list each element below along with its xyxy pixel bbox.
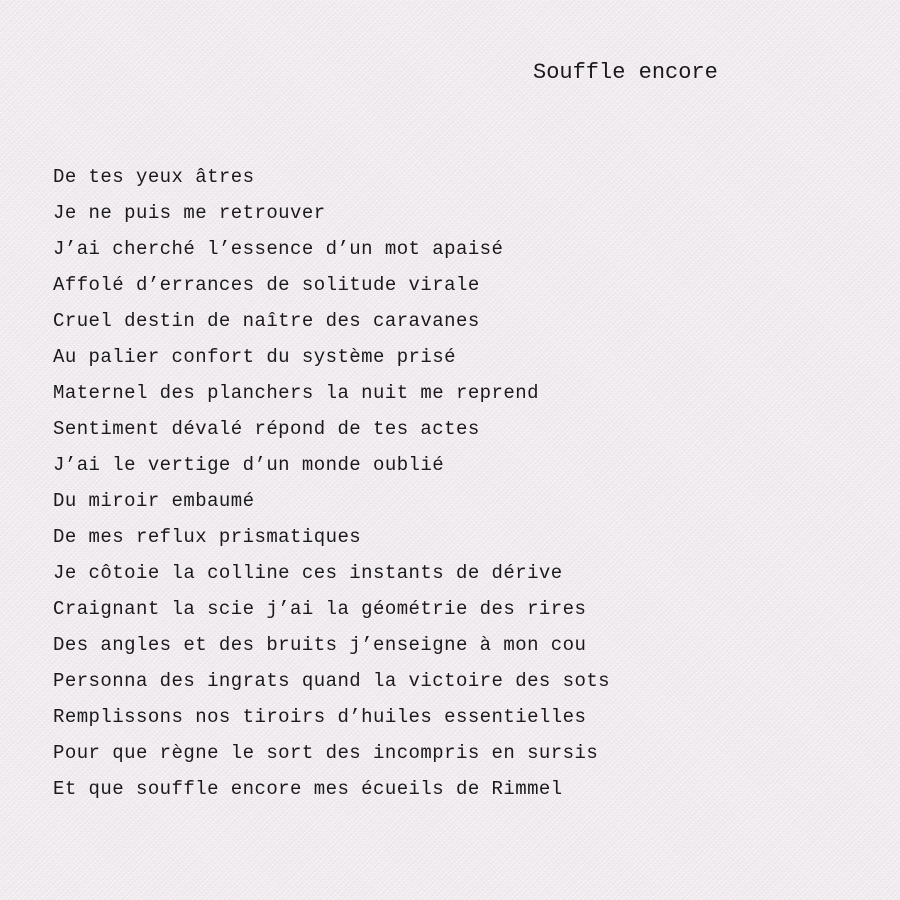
poem-line: De mes reflux prismatiques <box>53 526 362 548</box>
poem-line: Pour que règne le sort des incompris en sursis <box>53 742 599 764</box>
poem-line: Craignant la scie j’ai la géométrie des rires <box>53 598 587 620</box>
poem-line: Sentiment dévalé répond de tes actes <box>53 418 480 440</box>
poem-line: J’ai le vertige d’un monde oublié <box>53 454 445 476</box>
poem-line: Cruel destin de naître des caravanes <box>53 310 480 332</box>
poem-line: Maternel des planchers la nuit me reprend <box>53 382 539 404</box>
poem-line: Et que souffle encore mes écueils de Rimmel <box>53 778 563 800</box>
poem-line: Je ne puis me retrouver <box>53 202 326 224</box>
poem-line: Des angles et des bruits j’enseigne à mon cou <box>53 634 587 656</box>
poem-body <box>53 162 610 810</box>
poem-line: Au palier confort du système prisé <box>53 346 456 368</box>
poem-line: De tes yeux âtres <box>53 166 255 188</box>
poem-title: Souffle encore <box>533 60 718 85</box>
poem-line: Personna des ingrats quand la victoire des sots <box>53 670 611 692</box>
poem-line: Je côtoie la colline ces instants de dérive <box>53 562 563 584</box>
poem-line: Remplissons nos tiroirs d’huiles essentielles <box>53 706 587 728</box>
poem-line: J’ai cherché l’essence d’un mot apaisé <box>53 238 504 260</box>
poem-line: Du miroir embaumé <box>53 490 255 512</box>
poem-line: Affolé d’errances de solitude virale <box>53 274 480 296</box>
